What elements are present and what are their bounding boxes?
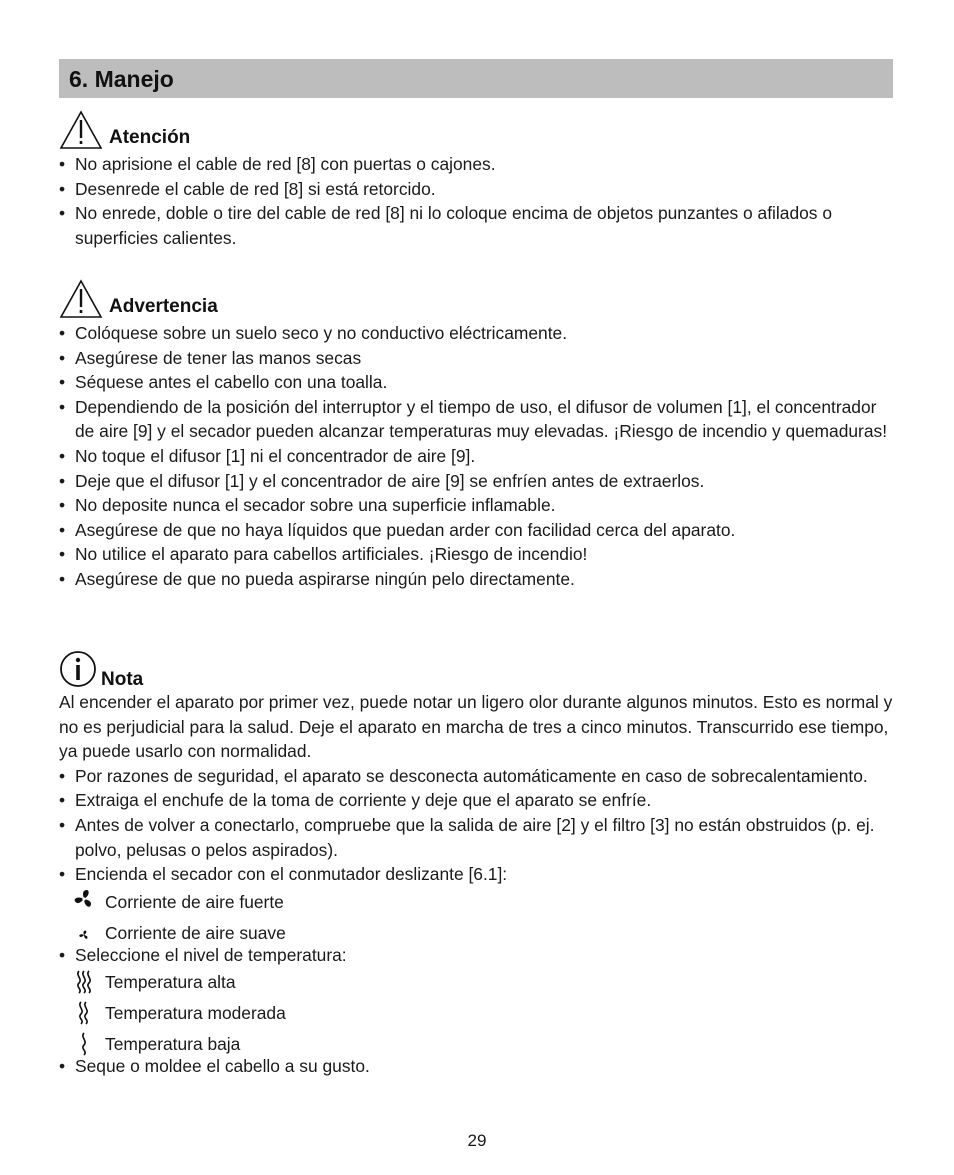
temperature-list — [59, 943, 899, 968]
list-item: • No aprisione el cable de red [8] con puertas o cajones. — [59, 152, 899, 177]
list-item: • Extraiga el enchufe de la toma de corriente y deje que el aparato se enfríe. — [59, 788, 899, 813]
attention-heading — [59, 110, 899, 158]
airflow-gentle-label: Corriente de aire suave — [105, 922, 286, 943]
list-item: • Deje que el difusor [1] y el concentrador de aire [9] se enfríen antes de extraerlos. — [59, 469, 899, 494]
list-item: • Dependiendo de la posición del interruptor y el tiempo de uso, el difusor de volumen [1], el concentrador de aire [9] y el secador pueden alcanzar temperaturas muy elevadas. ¡Riesgo de incendio y quemaduras! — [59, 395, 899, 444]
list-item: • Desenrede el cable de red [8] si está retorcido. — [59, 177, 899, 202]
temperature-high-label: Temperatura alta — [105, 972, 236, 993]
temperature-medium-label: Temperatura moderada — [105, 1003, 286, 1024]
attention-title: Atención — [109, 127, 191, 148]
section-header — [59, 59, 893, 98]
fan-strong-icon — [73, 887, 95, 918]
airflow-strong-label: Corriente de aire fuerte — [105, 891, 284, 912]
list-item: • Encienda el secador con el conmutador deslizante [6.1]: — [59, 862, 899, 887]
list-item: • Antes de volver a conectarlo, compruebe que la salida de aire [2] y el filtro [3] no están obstruidos (p. ej. polvo, pelusas o pelos aspirados). — [59, 813, 899, 862]
note-title: Nota — [101, 669, 144, 690]
note-block — [59, 650, 899, 1079]
attention-block — [59, 110, 899, 250]
temperature-option-high — [59, 967, 899, 998]
warning-heading — [59, 279, 899, 327]
note-list — [59, 764, 899, 887]
heat-high-icon — [73, 967, 95, 998]
list-item: • Seleccione el nivel de temperatura: — [59, 943, 899, 968]
warning-list — [59, 321, 899, 592]
list-item: • No enrede, doble o tire del cable de red [8] ni lo coloque encima de objetos punzantes o afilados o superficies calientes. — [59, 201, 899, 250]
section-title: 6. Manejo — [69, 66, 174, 92]
list-item: • No toque el difusor [1] ni el concentrador de aire [9]. — [59, 444, 899, 469]
list-item: • Asegúrese de tener las manos secas — [59, 346, 899, 371]
note-heading — [59, 650, 899, 690]
warning-title: Advertencia — [109, 296, 218, 317]
list-item: • Por razones de seguridad, el aparato se desconecta automáticamente en caso de sobrecalentamiento. — [59, 764, 899, 789]
list-item: • No deposite nunca el secador sobre una superficie inflamable. — [59, 493, 899, 518]
warning-icon — [59, 110, 103, 150]
list-item: • Colóquese sobre un suelo seco y no conductivo eléctricamente. — [59, 321, 899, 346]
airflow-option-strong — [59, 887, 899, 918]
page-number: 29 — [467, 1131, 487, 1150]
info-icon — [59, 650, 97, 688]
list-item: • No utilice el aparato para cabellos artificiales. ¡Riesgo de incendio! — [59, 542, 899, 567]
warning-block — [59, 279, 899, 592]
list-item: • Asegúrese de que no haya líquidos que puedan arder con facilidad cerca del aparato. — [59, 518, 899, 543]
temperature-option-medium — [59, 998, 899, 1029]
attention-list — [59, 152, 899, 250]
heat-medium-icon — [73, 998, 95, 1029]
final-list — [59, 1054, 899, 1079]
warning-icon — [59, 279, 103, 319]
list-item: • Séquese antes el cabello con una toalla. — [59, 370, 899, 395]
temperature-low-label: Temperatura baja — [105, 1034, 241, 1055]
note-intro: Al encender el aparato por primer vez, puede notar un ligero olor durante algunos minutos. Esto es normal y no es perjudicial para la salud. Deje el aparato en marcha de tres a cinco minutos. Transcurrido ese tiempo, ya puede usarlo con normalidad. — [59, 692, 893, 762]
list-item: • Seque o moldee el cabello a su gusto. — [59, 1054, 899, 1079]
list-item: • Asegúrese de que no pueda aspirarse ningún pelo directamente. — [59, 567, 899, 592]
